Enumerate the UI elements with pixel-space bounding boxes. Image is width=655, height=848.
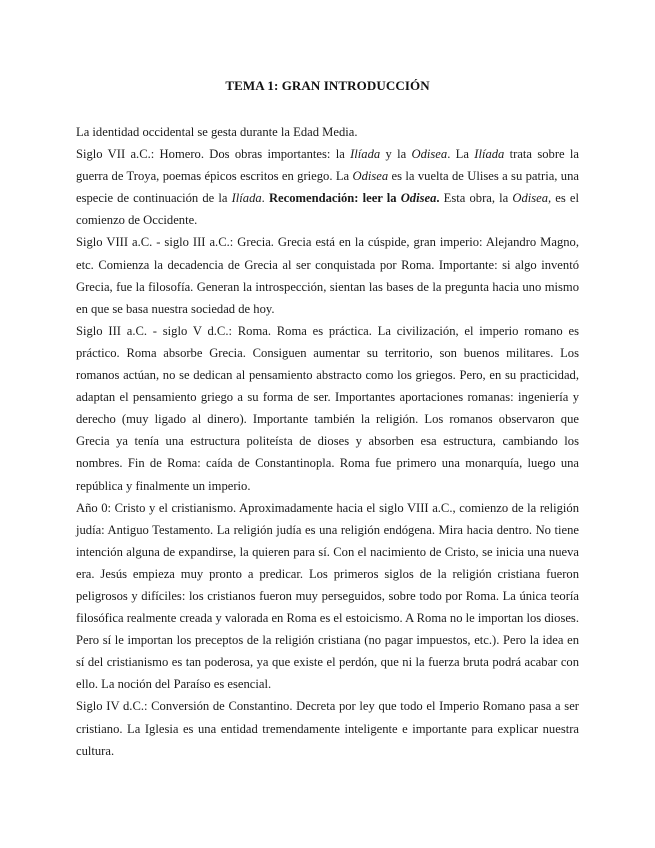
- italic-title: Ilíada: [350, 147, 381, 162]
- text-run: trata sobre la guerra de Troya, poemas épicos escritos en griego. La: [76, 147, 579, 184]
- text-run: es la vuelta de Ulises a su patria, una especie de continuación de la: [76, 169, 579, 206]
- text-run: es el comienzo de Occidente.: [76, 191, 579, 228]
- italic-title: Odisea: [352, 169, 389, 184]
- recommendation-title: [400, 191, 440, 206]
- text-run: .: [261, 191, 269, 206]
- paragraph-cristianismo: Año 0: Cristo y el cristianismo. Aproximadamente hacia el siglo VIII a.C., comienzo de la religión judía: Antiguo Testamento. La religión judía es una religión endógena. Mira hacia dentro. No tiene intención alguna de expandirse, la quieren para sí. Con el nacimiento de Cristo, se inicia una nueva era. Jesús empieza muy pronto a predicar. Los primeros siglos de la religión cristiana fueron peligrosos y difíciles: los cristianos fueron muy perseguidos, sobre todo por Roma. La única teoría filosófica realmente creada y valorada en Roma es el estoicismo. A Roma no le importan los dioses. Pero sí le importan los preceptos de la religión cristiana (no pagar impuestos, etc.). Pero la idea en sí del cristianismo es tan poderosa, ya que existe el perdón, que ni la fuerza bruta podrá acabar con ello. La noción del Paraíso es esencial.: [76, 500, 579, 692]
- page-title: TEMA 1: GRAN INTRODUCCIÓN: [225, 78, 430, 93]
- italic-title: Odisea: [411, 147, 448, 162]
- recommendation-label: Recomendación: leer la: [268, 191, 401, 206]
- document-body: [76, 121, 579, 762]
- paragraph-roma: Siglo III a.C. - siglo V d.C.: Roma. Roma es práctica. La civilización, el imperio romano es práctico. Roma absorbe Grecia. Consiguen aumentar su territorio, son buenos militares. Los romanos actúan, no se dedican al pensamiento abstracto como los griegos. Pero, en su practicidad, adaptan el pensamiento griego a su forma de ser. Importantes aportaciones romanas: ingeniería y derecho (muy ligado al dinero). Importante también la religión. Los romanos observaron que Grecia ya tenía una estructura politeísta de dioses y absorben esa estructura, cambiando los nombres. Fin de Roma: caída de Constantinopla. Roma fue primero una monarquía, luego una república y finalmente un imperio.: [76, 323, 579, 493]
- italic-title: Ilíada: [474, 147, 505, 162]
- text-run: Siglo VII a.C.: Homero. Dos obras importantes: la: [76, 147, 351, 162]
- paragraph-homero: [76, 143, 579, 231]
- italic-title: Ilíada: [231, 191, 262, 206]
- paragraph-constantino: Siglo IV d.C.: Conversión de Constantino. Decreta por ley que todo el Imperio Romano pasa a ser cristiano. La Iglesia es una entidad tremendamente inteligente e importante para explicar nuestra cultura.: [76, 699, 579, 758]
- italic-title: Odisea,: [512, 191, 552, 206]
- text-run: . La: [447, 147, 475, 162]
- paragraph-grecia: Siglo VIII a.C. - siglo III a.C.: Grecia. Grecia está en la cúspide, gran imperio: Alejandro Magno, etc. Comienza la decadencia de Grecia al ser conquistada por Roma. Importante: si algo inventó Grecia, fue la filosofía. Generan la introspección, sientan las bases de la pregunta hacia uno mismo en que se basa nuestra sociedad de hoy.: [76, 235, 579, 316]
- text-run: y la: [380, 147, 412, 162]
- paragraph-intro: La identidad occidental se gesta durante la Edad Media.: [76, 125, 358, 139]
- text-run: Esta obra, la: [439, 191, 513, 206]
- recommendation-period: .: [436, 191, 440, 206]
- italic-title: Odisea: [400, 191, 437, 206]
